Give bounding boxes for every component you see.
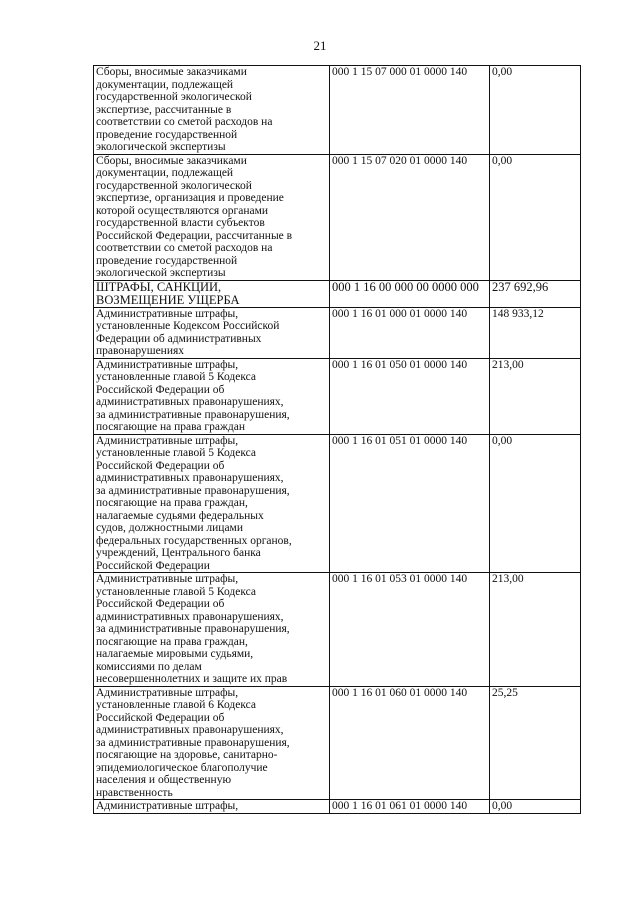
section-name-cell: ШТРАФЫ, САНКЦИИ, ВОЗМЕЩЕНИЕ УЩЕРБА	[94, 280, 330, 307]
amount-cell: 0,00	[490, 800, 581, 814]
table-row	[94, 66, 581, 155]
revenue-name-cell: Сборы, вносимые заказчиками документации, подлежащей государственной экологической экспертизе, рассчитанные в соответствии со сметой расходов на проведение государственной экологической экспертизы	[94, 66, 330, 155]
table-row	[94, 573, 581, 687]
table-row	[94, 686, 581, 800]
revenue-name-cell: Административные штрафы, установленные главой 5 Кодекса Российской Федерации об административных правонарушениях, за административные правонарушения, посягающие на права граждан	[94, 358, 330, 434]
revenue-name-cell: Административные штрафы, установленные Кодексом Российской Федерации об административных правонарушениях	[94, 307, 330, 358]
amount-cell: 213,00	[490, 358, 581, 434]
revenue-name-cell: Административные штрафы, установленные главой 6 Кодекса Российской Федерации об административных правонарушениях, за административные правонарушения, посягающие на здоровье, санитарно- эпидемиологическое благополучие населения и общественную нравственность	[94, 686, 330, 800]
table-row-section	[94, 280, 581, 307]
revenue-name-cell: Административные штрафы,	[94, 800, 330, 814]
budget-code-cell: 000 1 16 01 061 01 0000 140	[330, 800, 490, 814]
budget-code-cell: 000 1 16 00 000 00 0000 000	[330, 280, 490, 307]
revenue-name-cell: Сборы, вносимые заказчиками документации, подлежащей государственной экологической экспертизе, организация и проведение которой осуществляются органами государственной власти субъектов Российской Федерации, рассчитанные в соответствии со сметой расходов на проведение государственной экологической экспертизы	[94, 154, 330, 280]
budget-code-cell: 000 1 16 01 051 01 0000 140	[330, 434, 490, 573]
budget-code-cell: 000 1 16 01 060 01 0000 140	[330, 686, 490, 800]
revenue-name-cell: Административные штрафы, установленные главой 5 Кодекса Российской Федерации об административных правонарушениях, за административные правонарушения, посягающие на права граждан, налагаемые судьями федеральных судов, должностными лицами федеральных государственных органов, учреждений, Центрального банка Российской Федерации	[94, 434, 330, 573]
page-number: 21	[313, 38, 327, 53]
revenue-name-cell: Административные штрафы, установленные главой 5 Кодекса Российской Федерации об административных правонарушениях, за административные правонарушения, посягающие на права граждан, налагаемые мировыми судьями, комиссиями по делам несовершеннолетних и защите их прав	[94, 573, 330, 687]
table-row	[94, 154, 581, 280]
amount-cell: 148 933,12	[490, 307, 581, 358]
amount-cell: 213,00	[490, 573, 581, 687]
table-row	[94, 307, 581, 358]
budget-code-cell: 000 1 16 01 053 01 0000 140	[330, 573, 490, 687]
budget-revenue-table	[93, 65, 581, 814]
table-row	[94, 800, 581, 814]
budget-code-cell: 000 1 16 01 050 01 0000 140	[330, 358, 490, 434]
budget-code-cell: 000 1 15 07 000 01 0000 140	[330, 66, 490, 155]
amount-cell: 237 692,96	[490, 280, 581, 307]
table-row	[94, 434, 581, 573]
amount-cell: 0,00	[490, 66, 581, 155]
amount-cell: 0,00	[490, 154, 581, 280]
amount-cell: 0,00	[490, 434, 581, 573]
budget-code-cell: 000 1 15 07 020 01 0000 140	[330, 154, 490, 280]
budget-code-cell: 000 1 16 01 000 01 0000 140	[330, 307, 490, 358]
table-row	[94, 358, 581, 434]
amount-cell: 25,25	[490, 686, 581, 800]
